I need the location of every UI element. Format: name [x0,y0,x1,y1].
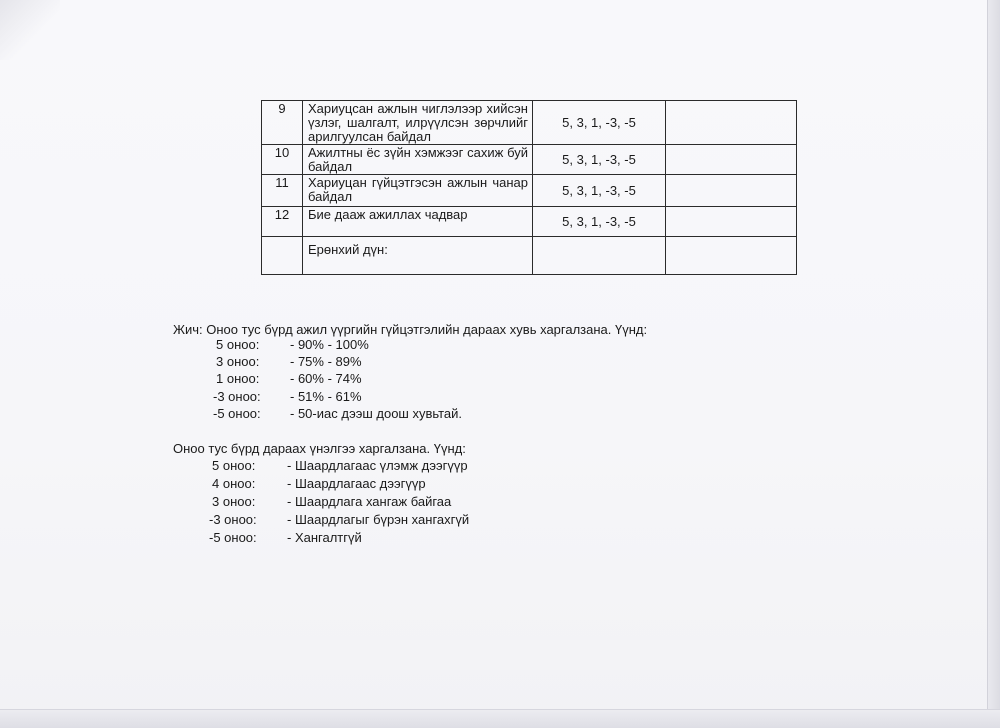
scan-shadow [0,0,60,60]
evaluation-table [261,100,797,275]
score-level: 5 оноо: [216,337,260,352]
score-range: - 51% - 61% [290,389,362,404]
total-extra-cell [666,237,797,275]
total-number-cell [262,237,303,275]
criterion-text: Бие дааж ажиллах чадвар [303,207,533,237]
score-level: 3 оноо: [212,494,256,509]
note-title: Оноо тус бүрд дараах үнэлгээ харгалзана. Үүнд: [173,441,466,456]
rating-text: - Шаардлагыг бүрэн хангахгүй [287,512,470,527]
row-number: 10 [262,145,303,175]
row-number: 12 [262,207,303,237]
table-row [262,101,797,145]
score-level: 1 оноо: [216,371,260,386]
score-options: 5, 3, 1, -3, -5 [533,207,666,237]
score-range: - 75% - 89% [290,354,362,369]
page-edge-bottom [0,709,1000,728]
score-options: 5, 3, 1, -3, -5 [533,101,666,145]
score-level: -3 оноо: [209,512,257,527]
total-score-cell [533,237,666,275]
note-title: Жич: Оноо тус бүрд ажил үүргийн гүйцэтгэлийн дараах хувь харгалзана. Үүнд: [173,322,648,337]
total-row [262,237,797,275]
score-options: 5, 3, 1, -3, -5 [533,175,666,207]
rating-text: - Хангалтгүй [287,530,362,545]
row-number: 9 [262,101,303,145]
score-level: -5 оноо: [213,406,261,421]
score-level: 3 оноо: [216,354,260,369]
score-range: - 60% - 74% [290,371,362,386]
rating-text: - Шаардлагаас дээгүүр [287,476,426,491]
table-row [262,207,797,237]
row-number: 11 [262,175,303,207]
note-percentages [0,320,1000,430]
score-cell [666,207,797,237]
score-level: 4 оноо: [212,476,256,491]
score-level: -5 оноо: [209,530,257,545]
score-cell [666,145,797,175]
rating-text: - Шаардлагаас үлэмж дээгүүр [287,458,468,473]
score-level: -3 оноо: [213,389,261,404]
score-range: - 50-иас дээш доош хувьтай. [290,406,463,421]
table-row [262,175,797,207]
score-cell [666,101,797,145]
score-range: - 90% - 100% [290,337,369,352]
rating-text: - Шаардлага хангаж байгаа [287,494,452,509]
table-row [262,145,797,175]
total-label: Ерөнхий дүн: [303,237,533,275]
criterion-text: Ажилтны ёс зүйн хэмжээг сахиж буй байдал [303,145,533,175]
note-ratings [0,440,1000,550]
score-cell [666,175,797,207]
criterion-text: Хариуцсан ажлын чиглэлээр хийсэн үзлэг, шалгалт, илрүүлсэн зөрчлийг арилгуулсан байдал [303,101,533,145]
criterion-text: Хариуцан гүйцэтгэсэн ажлын чанар байдал [303,175,533,207]
score-level: 5 оноо: [212,458,256,473]
score-options: 5, 3, 1, -3, -5 [533,145,666,175]
